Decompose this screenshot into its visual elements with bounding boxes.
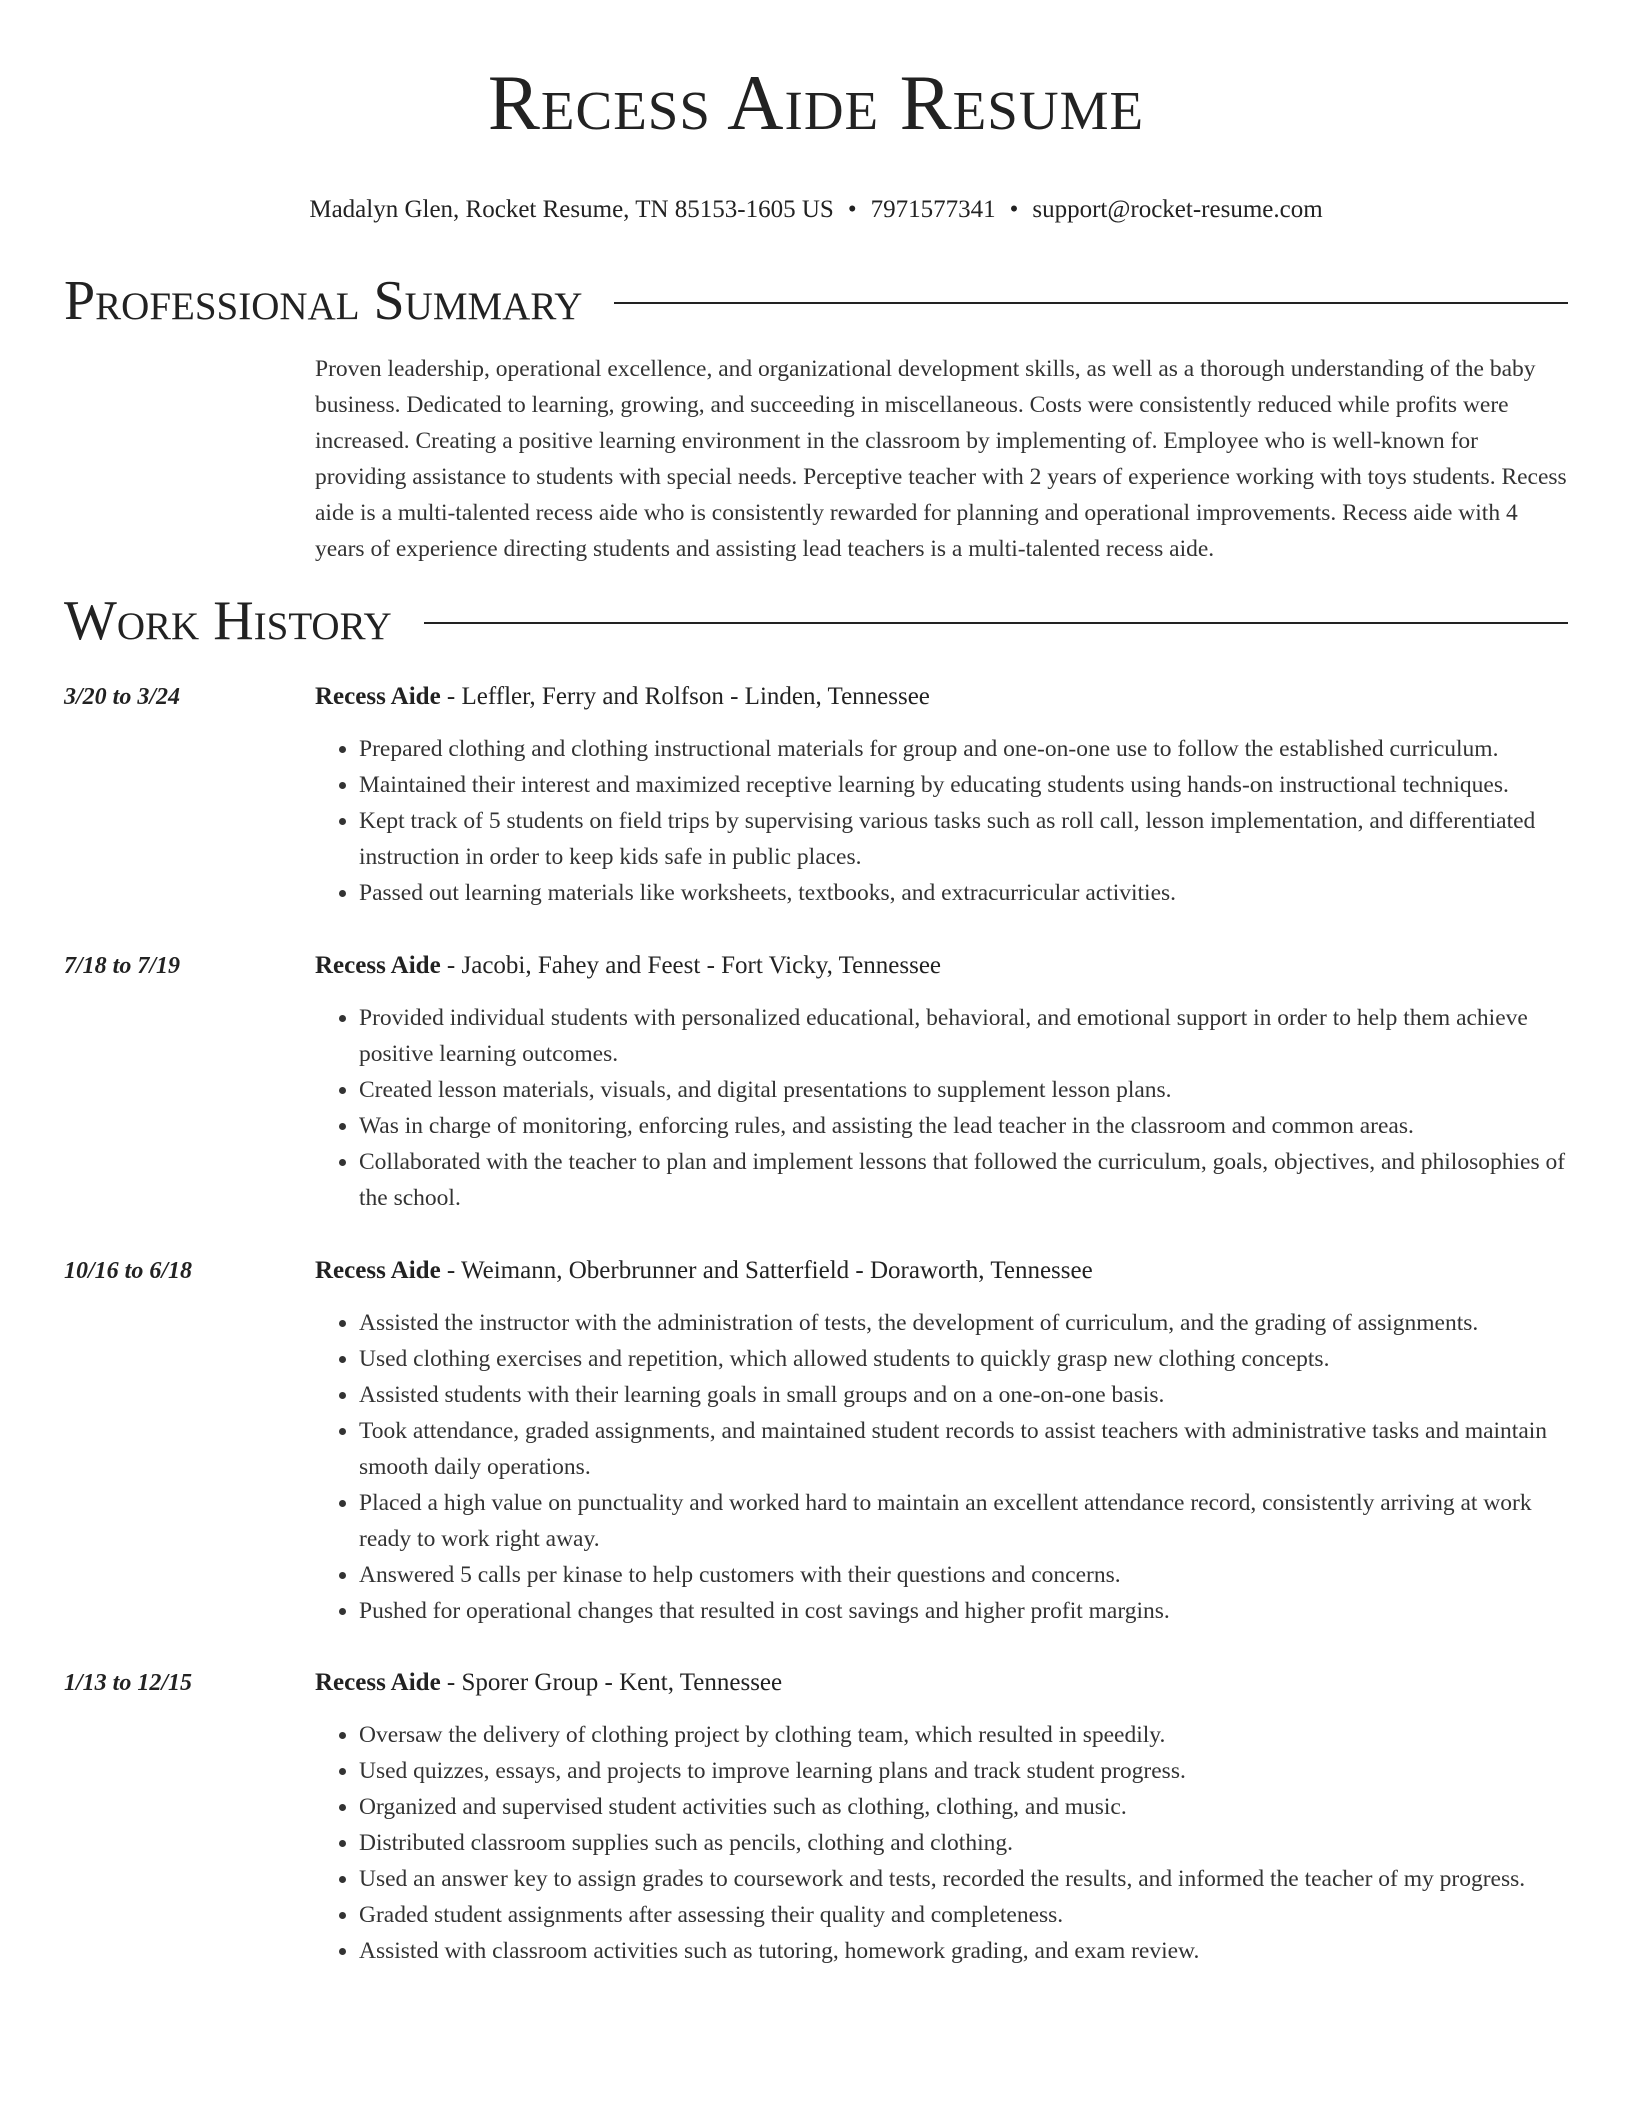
section-divider (424, 622, 1568, 624)
job-dates: 10/16 to 6/18 (64, 1258, 193, 1284)
job-duty-item: • Used clothing exercises and repetition, which allowed students to quickly grasp new clothing concepts. (359, 1341, 1568, 1377)
job-duties-list (315, 1305, 1568, 1629)
job-duties-list (315, 1000, 1568, 1216)
job-duties-list (315, 1717, 1568, 1969)
job-title-line (315, 1253, 1568, 1289)
job-role: Recess Aide (315, 683, 441, 710)
job-duty-item: • Used an answer key to assign grades to coursework and tests, recorded the results, and informed the teacher of my progress. (359, 1861, 1568, 1897)
job-entry (64, 948, 1568, 1216)
job-duty-item: • Maintained their interest and maximized receptive learning by educating students using hands-on instructional techniques. (359, 767, 1568, 803)
summary-heading: Professional Summary (64, 270, 583, 332)
contact-phone: 7971577341 (870, 196, 996, 223)
job-duty-item: • Assisted with classroom activities such as tutoring, homework grading, and exam review. (359, 1933, 1568, 1969)
job-duty-item: • Was in charge of monitoring, enforcing rules, and assisting the lead teacher in the classroom and common areas. (359, 1108, 1568, 1144)
job-duty-item: • Pushed for operational changes that resulted in cost savings and higher profit margins. (359, 1593, 1568, 1629)
job-duty-item: • Placed a high value on punctuality and worked hard to maintain an excellent attendance record, consistently arriving at work ready to work right away. (359, 1485, 1568, 1557)
summary-text: Proven leadership, operational excellence, and organizational development skills, as well as a thorough understanding of the baby business. Dedicated to learning, growing, and succeeding in miscellaneous. Costs were consistently reduced while profits were increased. Creating a positive learning environment in the classroom by implementing of. Employee who is well-known for providing assistance to students with special needs. Perceptive teacher with 2 years of experience working with toys students. Recess aide is a multi-talented recess aide who is consistently rewarded for planning and operational improvements. Recess aide with 4 years of experience directing students and assisting lead teachers is a multi-talented recess aide. (315, 356, 1567, 562)
job-body (315, 679, 1568, 911)
work-history-section-header (64, 589, 1568, 653)
job-duty-item: • Organized and supervised student activities such as clothing, clothing, and music. (359, 1789, 1568, 1825)
job-entry (64, 1253, 1568, 1629)
job-employer-location: - Jacobi, Fahey and Feest - Fort Vicky, Tennessee (440, 952, 942, 979)
contact-separator: • (1009, 196, 1019, 223)
job-employer-location: - Sporer Group - Kent, Tennessee (440, 1669, 783, 1696)
summary-section-header (64, 269, 1568, 333)
job-duty-item: • Oversaw the delivery of clothing project by clothing team, which resulted in speedily. (359, 1717, 1568, 1753)
job-duties-list (315, 731, 1568, 911)
contact-separator: • (847, 196, 857, 223)
job-role: Recess Aide (315, 1669, 441, 1696)
job-duty-item: • Took attendance, graded assignments, and maintained student records to assist teachers with administrative tasks and maintain smooth daily operations. (359, 1413, 1568, 1485)
job-role: Recess Aide (315, 952, 441, 979)
job-duty-item: • Answered 5 calls per kinase to help customers with their questions and concerns. (359, 1557, 1568, 1593)
job-duty-item: • Collaborated with the teacher to plan and implement lessons that followed the curriculum, goals, objectives, and philosophies of the school. (359, 1144, 1568, 1216)
job-duty-item: • Assisted the instructor with the administration of tests, the development of curriculum, and the grading of assignments. (359, 1305, 1568, 1341)
job-role: Recess Aide (315, 1257, 441, 1284)
job-duty-item: • Created lesson materials, visuals, and digital presentations to supplement lesson plans. (359, 1072, 1568, 1108)
job-duty-item: • Passed out learning materials like worksheets, textbooks, and extracurricular activities. (359, 875, 1568, 911)
job-entry (64, 1665, 1568, 1969)
job-duty-item: • Prepared clothing and clothing instructional materials for group and one-on-one use to follow the established curriculum. (359, 731, 1568, 767)
job-title-line (315, 679, 1568, 715)
section-divider (614, 302, 1568, 304)
job-duty-item: • Assisted students with their learning goals in small groups and on a one-on-one basis. (359, 1377, 1568, 1413)
work-history-heading: Work History (64, 590, 392, 652)
contact-line (64, 195, 1568, 225)
job-dates: 7/18 to 7/19 (64, 953, 181, 979)
job-employer-location: - Weimann, Oberbrunner and Satterfield - Doraworth, Tennessee (440, 1257, 1093, 1284)
work-history-list (64, 679, 1568, 1969)
job-title-line (315, 1665, 1568, 1701)
job-dates: 3/20 to 3/24 (64, 684, 181, 710)
job-employer-location: - Leffler, Ferry and Rolfson - Linden, Tennessee (440, 683, 930, 710)
contact-address: Madalyn Glen, Rocket Resume, TN 85153-1605 US (309, 196, 834, 223)
job-entry (64, 679, 1568, 911)
job-duty-item: • Used quizzes, essays, and projects to improve learning plans and track student progress. (359, 1753, 1568, 1789)
job-duty-item: • Graded student assignments after assessing their quality and completeness. (359, 1897, 1568, 1933)
contact-email: support@rocket-resume.com (1032, 196, 1323, 223)
job-title-line (315, 948, 1568, 984)
job-body (315, 1253, 1568, 1629)
job-duty-item: • Provided individual students with personalized educational, behavioral, and emotional support in order to help them achieve positive learning outcomes. (359, 1000, 1568, 1072)
job-duty-item: • Distributed classroom supplies such as pencils, clothing and clothing. (359, 1825, 1568, 1861)
job-dates: 1/13 to 12/15 (64, 1670, 193, 1696)
job-duty-item: • Kept track of 5 students on field trips by supervising various tasks such as roll call, lesson implementation, and differentiated instruction in order to keep kids safe in public places. (359, 803, 1568, 875)
resume-title: Recess Aide Resume (487, 59, 1145, 146)
job-body (315, 1665, 1568, 1969)
job-body (315, 948, 1568, 1216)
